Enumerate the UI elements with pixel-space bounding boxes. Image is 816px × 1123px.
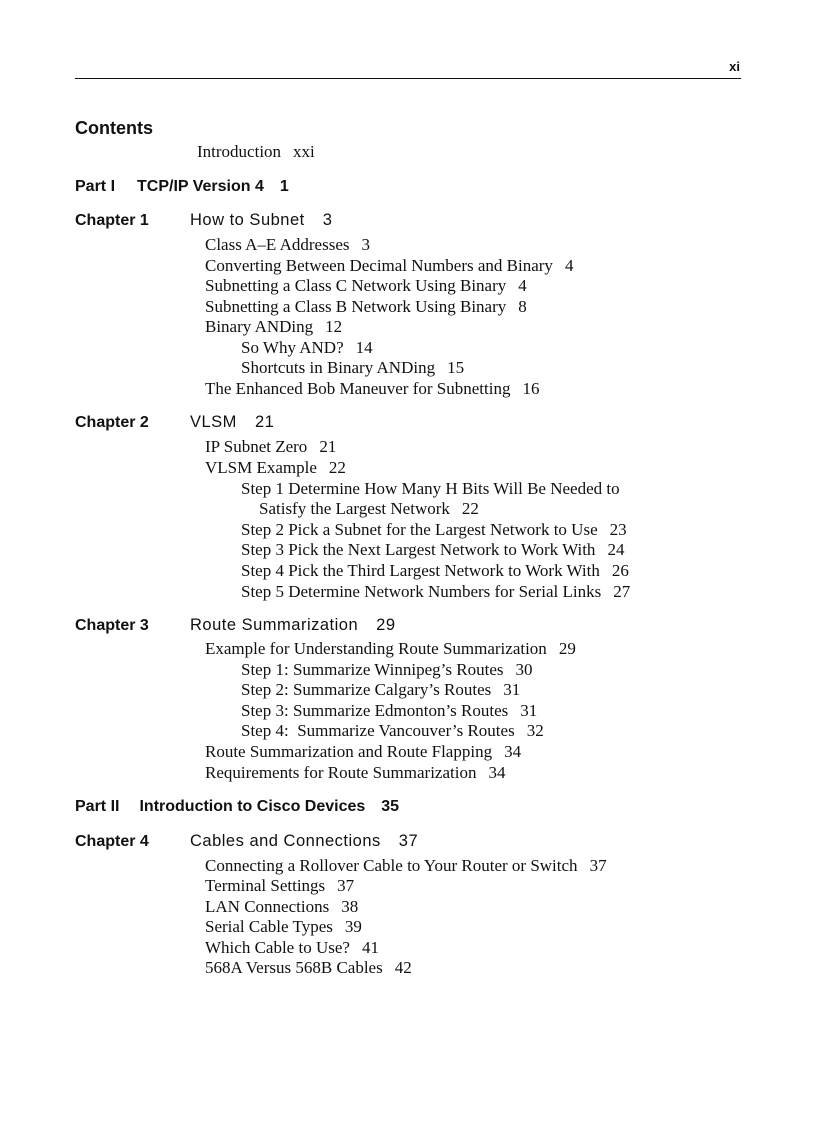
header-rule <box>75 78 741 79</box>
toc-entry[interactable]: Terminal Settings 37 <box>205 876 355 895</box>
toc-entry[interactable]: IP Subnet Zero 21 <box>205 437 337 456</box>
page-number: xi <box>729 59 740 74</box>
part-page: 35 <box>381 798 400 815</box>
toc-entry[interactable]: Binary ANDing 12 <box>205 317 343 336</box>
toc-entry[interactable]: Route Summarization and Route Flapping 34 <box>205 742 522 761</box>
chapter-title: VLSM 21 <box>190 413 275 431</box>
part-page: 1 <box>279 178 289 195</box>
toc-entry[interactable]: Subnetting a Class B Network Using Binary 8 <box>205 297 527 316</box>
toc-entry[interactable]: The Enhanced Bob Maneuver for Subnetting 16 <box>205 379 540 398</box>
toc-subentry[interactable]: Step 5 Determine Network Numbers for Serial Links 27 <box>241 582 631 601</box>
toc-subentry[interactable]: Step 2 Pick a Subnet for the Largest Network to Use 23 <box>241 520 627 539</box>
toc-subentry[interactable]: Step 4: Summarize Vancouver’s Routes 32 <box>241 721 544 740</box>
toc-entry[interactable]: Which Cable to Use? 41 <box>205 938 379 957</box>
toc-entry[interactable]: VLSM Example 22 <box>205 458 346 477</box>
part-label: Part II <box>75 798 120 815</box>
part-heading-1[interactable] <box>75 178 289 196</box>
toc-entry[interactable]: Class A–E Addresses 3 <box>205 235 370 254</box>
toc-subentry[interactable]: Step 2: Summarize Calgary’s Routes 31 <box>241 680 521 699</box>
toc-entry[interactable]: 568A Versus 568B Cables 42 <box>205 958 412 977</box>
toc-subentry[interactable]: So Why AND? 14 <box>241 338 373 357</box>
chapter-label: Chapter 2 <box>75 414 149 431</box>
toc-entry-introduction[interactable] <box>197 142 315 162</box>
part-heading-2[interactable] <box>75 798 399 816</box>
toc-subentry[interactable]: Step 1: Summarize Winnipeg’s Routes 30 <box>241 660 533 679</box>
toc-entry[interactable]: Serial Cable Types 39 <box>205 917 362 936</box>
part-label: Part I <box>75 178 116 195</box>
toc-entry[interactable]: Connecting a Rollover Cable to Your Router or Switch 37 <box>205 856 607 875</box>
toc-subentry[interactable]: Step 1 Determine How Many H Bits Will Be Needed to <box>241 479 620 498</box>
entry-title: Introduction <box>197 142 282 161</box>
entry-page: xxi <box>293 142 315 161</box>
toc-entry[interactable]: LAN Connections 38 <box>205 897 359 916</box>
toc-subentry[interactable]: Step 4 Pick the Third Largest Network to Work With 26 <box>241 561 629 580</box>
toc-subentry[interactable]: Step 3: Summarize Edmonton’s Routes 31 <box>241 701 538 720</box>
toc-entry[interactable]: Example for Understanding Route Summarization 29 <box>205 639 576 658</box>
chapter-title: How to Subnet 3 <box>190 211 333 229</box>
part-title: TCP/IP Version 4 <box>137 178 264 195</box>
toc-subentry-continuation[interactable]: Satisfy the Largest Network 22 <box>259 499 479 518</box>
toc-entry[interactable]: Subnetting a Class C Network Using Binary 4 <box>205 276 527 295</box>
toc-entry[interactable]: Converting Between Decimal Numbers and Binary 4 <box>205 256 574 275</box>
chapter-label: Chapter 4 <box>75 833 149 850</box>
chapter-title: Cables and Connections 37 <box>190 832 419 850</box>
chapter-label: Chapter 1 <box>75 212 149 229</box>
part-title: Introduction to Cisco Devices <box>139 798 366 815</box>
toc-entry[interactable]: Requirements for Route Summarization 34 <box>205 763 506 782</box>
contents-heading: Contents <box>75 118 153 138</box>
toc-subentry[interactable]: Shortcuts in Binary ANDing 15 <box>241 358 465 377</box>
chapter-title: Route Summarization 29 <box>190 616 396 634</box>
chapter-label: Chapter 3 <box>75 617 149 634</box>
toc-subentry[interactable]: Step 3 Pick the Next Largest Network to Work With 24 <box>241 540 625 559</box>
